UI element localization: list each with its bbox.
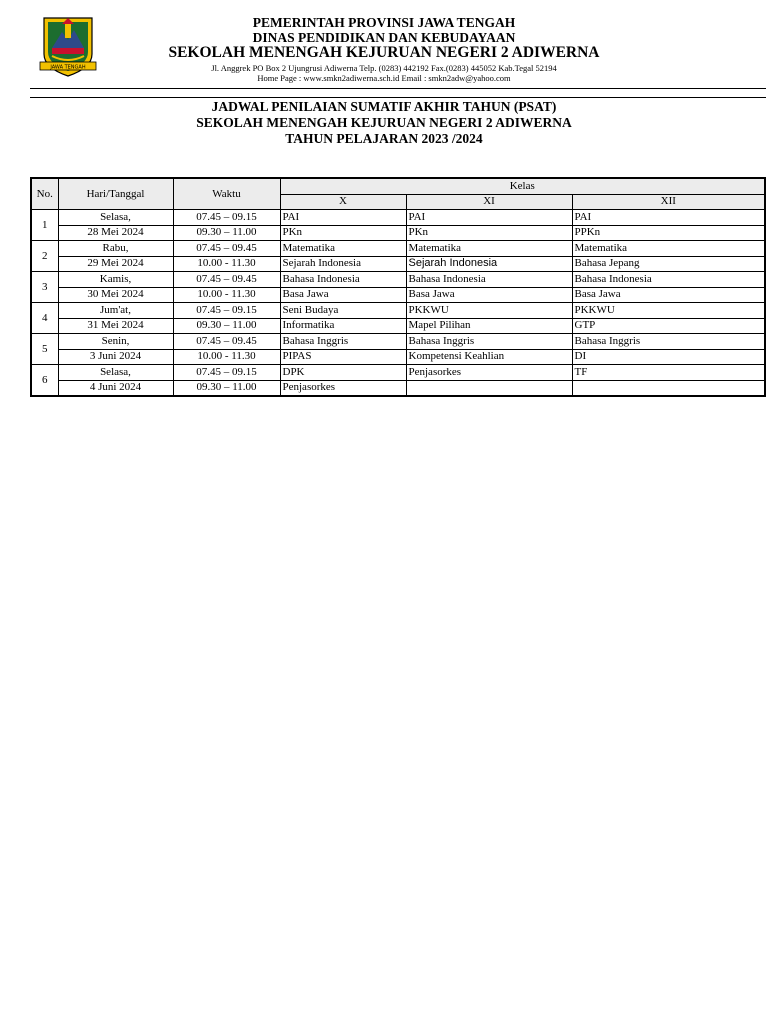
subject-xi: Matematika	[406, 241, 572, 257]
title-line-2: SEKOLAH MENENGAH KEJURUAN NEGERI 2 ADIWERNA	[196, 115, 572, 130]
table-row	[31, 380, 765, 396]
subject-x: Informatika	[280, 318, 406, 334]
subject-x: PIPAS	[280, 349, 406, 365]
subject-x: Bahasa Inggris	[280, 334, 406, 350]
subject-x: DPK	[280, 365, 406, 381]
header-class-xii: XII	[572, 194, 765, 210]
letterhead-address: Jl. Anggrek PO Box 2 Ujungrusi Adiwerna Telp. (0283) 442192 Fax.(0283) 445052 Kab.Tegal 52194	[211, 62, 557, 73]
subject-xi	[406, 380, 572, 396]
logo-banner-text: JAWA TENGAH	[50, 64, 86, 71]
subject-x: Seni Budaya	[280, 303, 406, 319]
table-row	[31, 365, 765, 381]
subject-xi: Penjasorkes	[406, 365, 572, 381]
session-time: 10.00 - 11.30	[173, 256, 280, 272]
subject-xii: GTP	[572, 318, 765, 334]
day-name: Selasa,	[58, 365, 173, 381]
day-number: 1	[31, 210, 58, 241]
table-row	[31, 334, 765, 350]
day-number: 2	[31, 241, 58, 272]
subject-xi: PKn	[406, 225, 572, 241]
day-name: Kamis,	[58, 272, 173, 288]
letterhead-contact: Home Page : www.smkn2adiwerna.sch.id Email : smkn2adw@yahoo.com	[257, 73, 511, 83]
subject-x: Matematika	[280, 241, 406, 257]
subject-x: PKn	[280, 225, 406, 241]
header-class-x: X	[280, 194, 406, 210]
session-time: 07.45 – 09.45	[173, 241, 280, 257]
day-number: 5	[31, 334, 58, 365]
header-hari-tanggal: Hari/Tanggal	[58, 178, 173, 210]
subject-xii: PKKWU	[572, 303, 765, 319]
table-row	[31, 241, 765, 257]
day-date: 3 Juni 2024	[58, 349, 173, 365]
letterhead-school: SEKOLAH MENENGAH KEJURUAN NEGERI 2 ADIWERNA	[168, 44, 600, 61]
subject-xi: Kompetensi Keahlian	[406, 349, 572, 365]
subject-x: Bahasa Indonesia	[280, 272, 406, 288]
subject-xii: DI	[572, 349, 765, 365]
table-row	[31, 349, 765, 365]
letterhead-department: DINAS PENDIDIKAN DAN KEBUDAYAAN	[252, 29, 516, 45]
subject-xii: Bahasa Jepang	[572, 256, 765, 272]
subject-x: Basa Jawa	[280, 287, 406, 303]
subject-xii: Basa Jawa	[572, 287, 765, 303]
session-time: 10.00 - 11.30	[173, 287, 280, 303]
day-date: 28 Mei 2024	[58, 225, 173, 241]
header-waktu: Waktu	[173, 178, 280, 210]
subject-x: Penjasorkes	[280, 380, 406, 396]
session-time: 07.45 – 09.15	[173, 303, 280, 319]
header-no: No.	[31, 178, 58, 210]
subject-xi: Bahasa Indonesia	[406, 272, 572, 288]
subject-x: Sejarah Indonesia	[280, 256, 406, 272]
day-date: 29 Mei 2024	[58, 256, 173, 272]
subject-xii: PPKn	[572, 225, 765, 241]
subject-xi: Mapel Pilihan	[406, 318, 572, 334]
day-number: 3	[31, 272, 58, 303]
day-name: Jum'at,	[58, 303, 173, 319]
session-time: 09.30 – 11.00	[173, 225, 280, 241]
table-row	[31, 303, 765, 319]
day-date: 4 Juni 2024	[58, 380, 173, 396]
day-name: Senin,	[58, 334, 173, 350]
subject-xii: TF	[572, 365, 765, 381]
subject-xii	[572, 380, 765, 396]
session-time: 07.45 – 09.15	[173, 210, 280, 226]
subject-xii: Bahasa Indonesia	[572, 272, 765, 288]
day-name: Rabu,	[58, 241, 173, 257]
header-kelas: Kelas	[280, 178, 765, 194]
subject-xi: PAI	[406, 210, 572, 226]
schedule-table	[30, 177, 766, 397]
session-time: 09.30 – 11.00	[173, 380, 280, 396]
session-time: 07.45 – 09.45	[173, 272, 280, 288]
subject-xii: Matematika	[572, 241, 765, 257]
letterhead-divider	[30, 97, 766, 98]
day-name: Selasa,	[58, 210, 173, 226]
letterhead-government: PEMERINTAH PROVINSI JAWA TENGAH	[252, 15, 516, 30]
subject-xi: Sejarah Indonesia	[406, 256, 572, 272]
session-time: 07.45 – 09.15	[173, 365, 280, 381]
table-row	[31, 272, 765, 288]
session-time: 07.45 – 09.45	[173, 334, 280, 350]
table-row	[31, 256, 765, 272]
session-time: 09.30 – 11.00	[173, 318, 280, 334]
day-number: 6	[31, 365, 58, 397]
day-date: 31 Mei 2024	[58, 318, 173, 334]
day-date: 30 Mei 2024	[58, 287, 173, 303]
subject-xii: Bahasa Inggris	[572, 334, 765, 350]
letterhead-divider-thin	[30, 88, 766, 89]
table-header-row	[31, 178, 765, 194]
header-class-xi: XI	[406, 194, 572, 210]
subject-x: PAI	[280, 210, 406, 226]
subject-xi: Bahasa Inggris	[406, 334, 572, 350]
subject-xii: PAI	[572, 210, 765, 226]
subject-xi: Basa Jawa	[406, 287, 572, 303]
title-line-1: JADWAL PENILAIAN SUMATIF AKHIR TAHUN (PSAT)	[211, 99, 557, 114]
table-row	[31, 318, 765, 334]
letterhead	[150, 14, 618, 83]
document-title	[120, 99, 648, 147]
table-row	[31, 210, 765, 226]
table-row	[31, 287, 765, 303]
session-time: 10.00 - 11.30	[173, 349, 280, 365]
table-row	[31, 225, 765, 241]
provincial-crest-logo	[38, 14, 98, 78]
subject-xi: PKKWU	[406, 303, 572, 319]
title-line-3: TAHUN PELAJARAN 2023 /2024	[285, 131, 483, 146]
day-number: 4	[31, 303, 58, 334]
